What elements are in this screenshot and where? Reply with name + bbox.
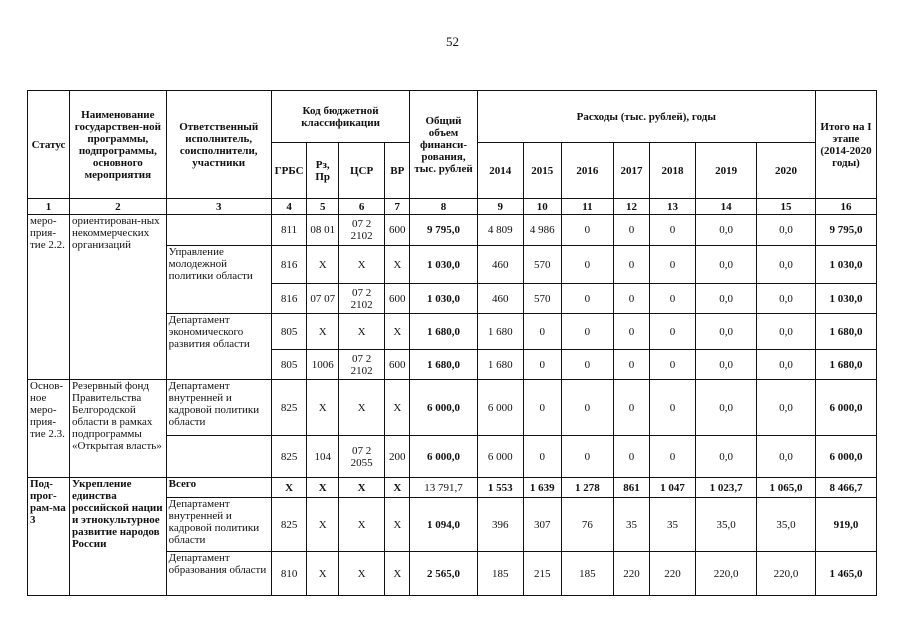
name-cell: Укрепление единства российской нации и этнокультурное развитие народов России xyxy=(70,478,167,596)
column-number: 13 xyxy=(649,199,695,215)
csr-cell: Х xyxy=(338,498,384,552)
year-cell: 1 680 xyxy=(477,350,523,380)
header-expenses: Расходы (тыс. рублей), годы xyxy=(477,91,815,143)
csr-cell: 07 2 2102 xyxy=(338,350,384,380)
year-cell: 0 xyxy=(614,215,650,246)
csr-cell: Х xyxy=(338,246,384,284)
column-number: 9 xyxy=(477,199,523,215)
year-cell: 0 xyxy=(561,350,614,380)
year-cell: 0,0 xyxy=(757,436,816,478)
header-year: 2020 xyxy=(757,143,816,199)
year-cell: 0 xyxy=(614,436,650,478)
header-responsible: Ответственный исполнитель, соисполнители, участники xyxy=(166,91,271,199)
column-number: 8 xyxy=(410,199,477,215)
total-cell: 2 565,0 xyxy=(410,552,477,596)
column-number: 12 xyxy=(614,199,650,215)
responsible-cell: Департамент экономического развития области xyxy=(166,314,271,380)
column-number: 6 xyxy=(338,199,384,215)
year-cell: 0,0 xyxy=(757,350,816,380)
year-cell: 0 xyxy=(614,284,650,314)
vr-cell: 600 xyxy=(385,284,410,314)
year-cell: 0,0 xyxy=(757,314,816,350)
year-cell: 1 047 xyxy=(649,478,695,498)
stage-total-cell: 8 466,7 xyxy=(815,478,876,498)
stage-total-cell: 1 465,0 xyxy=(815,552,876,596)
year-cell: 220,0 xyxy=(757,552,816,596)
responsible-cell xyxy=(166,215,271,246)
stage-total-cell: 1 030,0 xyxy=(815,284,876,314)
year-cell: 0 xyxy=(614,350,650,380)
responsible-cell xyxy=(166,436,271,478)
rzpr-cell: 104 xyxy=(307,436,339,478)
stage-total-cell: 6 000,0 xyxy=(815,436,876,478)
year-cell: 0,0 xyxy=(757,246,816,284)
year-cell: 215 xyxy=(523,552,561,596)
year-cell: 1 023,7 xyxy=(696,478,757,498)
vr-cell: Х xyxy=(385,314,410,350)
stage-total-cell: 6 000,0 xyxy=(815,380,876,436)
table-row xyxy=(28,215,877,246)
year-cell: 0 xyxy=(614,246,650,284)
year-cell: 0,0 xyxy=(696,314,757,350)
year-cell: 76 xyxy=(561,498,614,552)
grbs-cell: 810 xyxy=(271,552,307,596)
year-cell: 35,0 xyxy=(696,498,757,552)
total-cell: 1 030,0 xyxy=(410,284,477,314)
year-cell: 0 xyxy=(614,314,650,350)
header-grbs: ГРБС xyxy=(271,143,307,199)
header-year: 2018 xyxy=(649,143,695,199)
column-number: 10 xyxy=(523,199,561,215)
table-row xyxy=(28,478,877,498)
total-cell: 1 680,0 xyxy=(410,314,477,350)
year-cell: 4 809 xyxy=(477,215,523,246)
year-cell: 220 xyxy=(614,552,650,596)
year-cell: 0 xyxy=(561,215,614,246)
total-cell: 1 094,0 xyxy=(410,498,477,552)
year-cell: 396 xyxy=(477,498,523,552)
header-year: 2019 xyxy=(696,143,757,199)
year-cell: 0 xyxy=(649,380,695,436)
page-number: 52 xyxy=(446,34,459,49)
rzpr-cell: Х xyxy=(307,498,339,552)
total-cell: 1 030,0 xyxy=(410,246,477,284)
year-cell: 0 xyxy=(523,436,561,478)
header-budget-code: Код бюджетной классификации xyxy=(271,91,410,143)
year-cell: 0,0 xyxy=(696,215,757,246)
header-stage-total: Итого на I этапе (2014-2020 годы) xyxy=(815,91,876,199)
year-cell: 0,0 xyxy=(696,246,757,284)
responsible-cell: Управление молодежной политики области xyxy=(166,246,271,314)
year-cell: 0 xyxy=(614,380,650,436)
column-number: 5 xyxy=(307,199,339,215)
csr-cell: Х xyxy=(338,380,384,436)
budget-table xyxy=(27,90,877,596)
year-cell: 185 xyxy=(561,552,614,596)
year-cell: 0 xyxy=(649,350,695,380)
grbs-cell: 825 xyxy=(271,380,307,436)
status-cell: меро-прия-тие 2.2. xyxy=(28,215,70,380)
year-cell: 0 xyxy=(561,380,614,436)
vr-cell: Х xyxy=(385,478,410,498)
year-cell: 0 xyxy=(523,350,561,380)
header-year: 2014 xyxy=(477,143,523,199)
vr-cell: Х xyxy=(385,552,410,596)
year-cell: 0 xyxy=(649,246,695,284)
header-year: 2017 xyxy=(614,143,650,199)
csr-cell: 07 2 2102 xyxy=(338,215,384,246)
vr-cell: 600 xyxy=(385,215,410,246)
year-cell: 0,0 xyxy=(696,436,757,478)
status-cell: Основ-ное меро-прия-тие 2.3. xyxy=(28,380,70,478)
year-cell: 0 xyxy=(523,314,561,350)
year-cell: 861 xyxy=(614,478,650,498)
year-cell: 35 xyxy=(614,498,650,552)
csr-cell: Х xyxy=(338,314,384,350)
year-cell: 1 680 xyxy=(477,314,523,350)
year-cell: 0 xyxy=(561,436,614,478)
year-cell: 35,0 xyxy=(757,498,816,552)
year-cell: 0 xyxy=(649,284,695,314)
year-cell: 0,0 xyxy=(696,350,757,380)
grbs-cell: Х xyxy=(271,478,307,498)
responsible-cell: Департамент внутренней и кадровой политики области xyxy=(166,380,271,436)
year-cell: 460 xyxy=(477,284,523,314)
column-number: 11 xyxy=(561,199,614,215)
year-cell: 0,0 xyxy=(757,284,816,314)
vr-cell: 600 xyxy=(385,350,410,380)
header-total-volume: Общий объем финанси-рования, тыс. рублей xyxy=(410,91,477,199)
year-cell: 460 xyxy=(477,246,523,284)
year-cell: 1 278 xyxy=(561,478,614,498)
stage-total-cell: 9 795,0 xyxy=(815,215,876,246)
year-cell: 0 xyxy=(561,284,614,314)
rzpr-cell: 08 01 xyxy=(307,215,339,246)
year-cell: 220 xyxy=(649,552,695,596)
grbs-cell: 825 xyxy=(271,498,307,552)
grbs-cell: 816 xyxy=(271,284,307,314)
column-number: 15 xyxy=(757,199,816,215)
year-cell: 0 xyxy=(649,436,695,478)
header-year: 2015 xyxy=(523,143,561,199)
year-cell: 6 000 xyxy=(477,436,523,478)
vr-cell: 200 xyxy=(385,436,410,478)
total-cell: 6 000,0 xyxy=(410,380,477,436)
grbs-cell: 805 xyxy=(271,314,307,350)
year-cell: 0 xyxy=(523,380,561,436)
grbs-cell: 811 xyxy=(271,215,307,246)
grbs-cell: 805 xyxy=(271,350,307,380)
column-number: 1 xyxy=(28,199,70,215)
csr-cell: Х xyxy=(338,478,384,498)
year-cell: 0 xyxy=(561,314,614,350)
year-cell: 570 xyxy=(523,284,561,314)
header-rzpr: Рз, Пр xyxy=(307,143,339,199)
stage-total-cell: 1 680,0 xyxy=(815,314,876,350)
table-row xyxy=(28,380,877,436)
stage-total-cell: 1 680,0 xyxy=(815,350,876,380)
rzpr-cell: Х xyxy=(307,314,339,350)
total-cell: 1 680,0 xyxy=(410,350,477,380)
grbs-cell: 825 xyxy=(271,436,307,478)
name-cell: Резервный фонд Правительства Белгородской области в рамках подпрограммы «Открытая власть» xyxy=(70,380,167,478)
responsible-cell: Всего xyxy=(166,478,271,498)
year-cell: 0 xyxy=(649,215,695,246)
year-cell: 1 065,0 xyxy=(757,478,816,498)
year-cell: 0,0 xyxy=(696,380,757,436)
stage-total-cell: 1 030,0 xyxy=(815,246,876,284)
total-cell: 13 791,7 xyxy=(410,478,477,498)
stage-total-cell: 919,0 xyxy=(815,498,876,552)
total-cell: 9 795,0 xyxy=(410,215,477,246)
header-csr: ЦСР xyxy=(338,143,384,199)
rzpr-cell: Х xyxy=(307,478,339,498)
csr-cell: 07 2 2102 xyxy=(338,284,384,314)
column-number: 14 xyxy=(696,199,757,215)
status-cell: Под-прог-рам-ма 3 xyxy=(28,478,70,596)
rzpr-cell: 1006 xyxy=(307,350,339,380)
column-number: 16 xyxy=(815,199,876,215)
header-vr: ВР xyxy=(385,143,410,199)
year-cell: 1 639 xyxy=(523,478,561,498)
year-cell: 0 xyxy=(561,246,614,284)
year-cell: 570 xyxy=(523,246,561,284)
total-cell: 6 000,0 xyxy=(410,436,477,478)
column-number: 3 xyxy=(166,199,271,215)
vr-cell: Х xyxy=(385,380,410,436)
vr-cell: Х xyxy=(385,246,410,284)
year-cell: 1 553 xyxy=(477,478,523,498)
header-status: Статус xyxy=(28,91,70,199)
year-cell: 35 xyxy=(649,498,695,552)
grbs-cell: 816 xyxy=(271,246,307,284)
responsible-cell: Департамент внутренней и кадровой политики области xyxy=(166,498,271,552)
year-cell: 0 xyxy=(649,314,695,350)
year-cell: 185 xyxy=(477,552,523,596)
year-cell: 0,0 xyxy=(757,215,816,246)
csr-cell: Х xyxy=(338,552,384,596)
name-cell: ориентирован-ных некоммерческих организаций xyxy=(70,215,167,380)
rzpr-cell: Х xyxy=(307,552,339,596)
year-cell: 0,0 xyxy=(757,380,816,436)
vr-cell: Х xyxy=(385,498,410,552)
column-number-row xyxy=(28,199,877,215)
year-cell: 0,0 xyxy=(696,284,757,314)
year-cell: 220,0 xyxy=(696,552,757,596)
year-cell: 307 xyxy=(523,498,561,552)
column-number: 4 xyxy=(271,199,307,215)
rzpr-cell: 07 07 xyxy=(307,284,339,314)
header-year: 2016 xyxy=(561,143,614,199)
column-number: 2 xyxy=(70,199,167,215)
year-cell: 6 000 xyxy=(477,380,523,436)
rzpr-cell: Х xyxy=(307,380,339,436)
header-name: Наименование государствен-ной программы, подпрограммы, основного мероприятия xyxy=(70,91,167,199)
year-cell: 4 986 xyxy=(523,215,561,246)
csr-cell: 07 2 2055 xyxy=(338,436,384,478)
column-number: 7 xyxy=(385,199,410,215)
rzpr-cell: Х xyxy=(307,246,339,284)
responsible-cell: Департамент образования области xyxy=(166,552,271,596)
